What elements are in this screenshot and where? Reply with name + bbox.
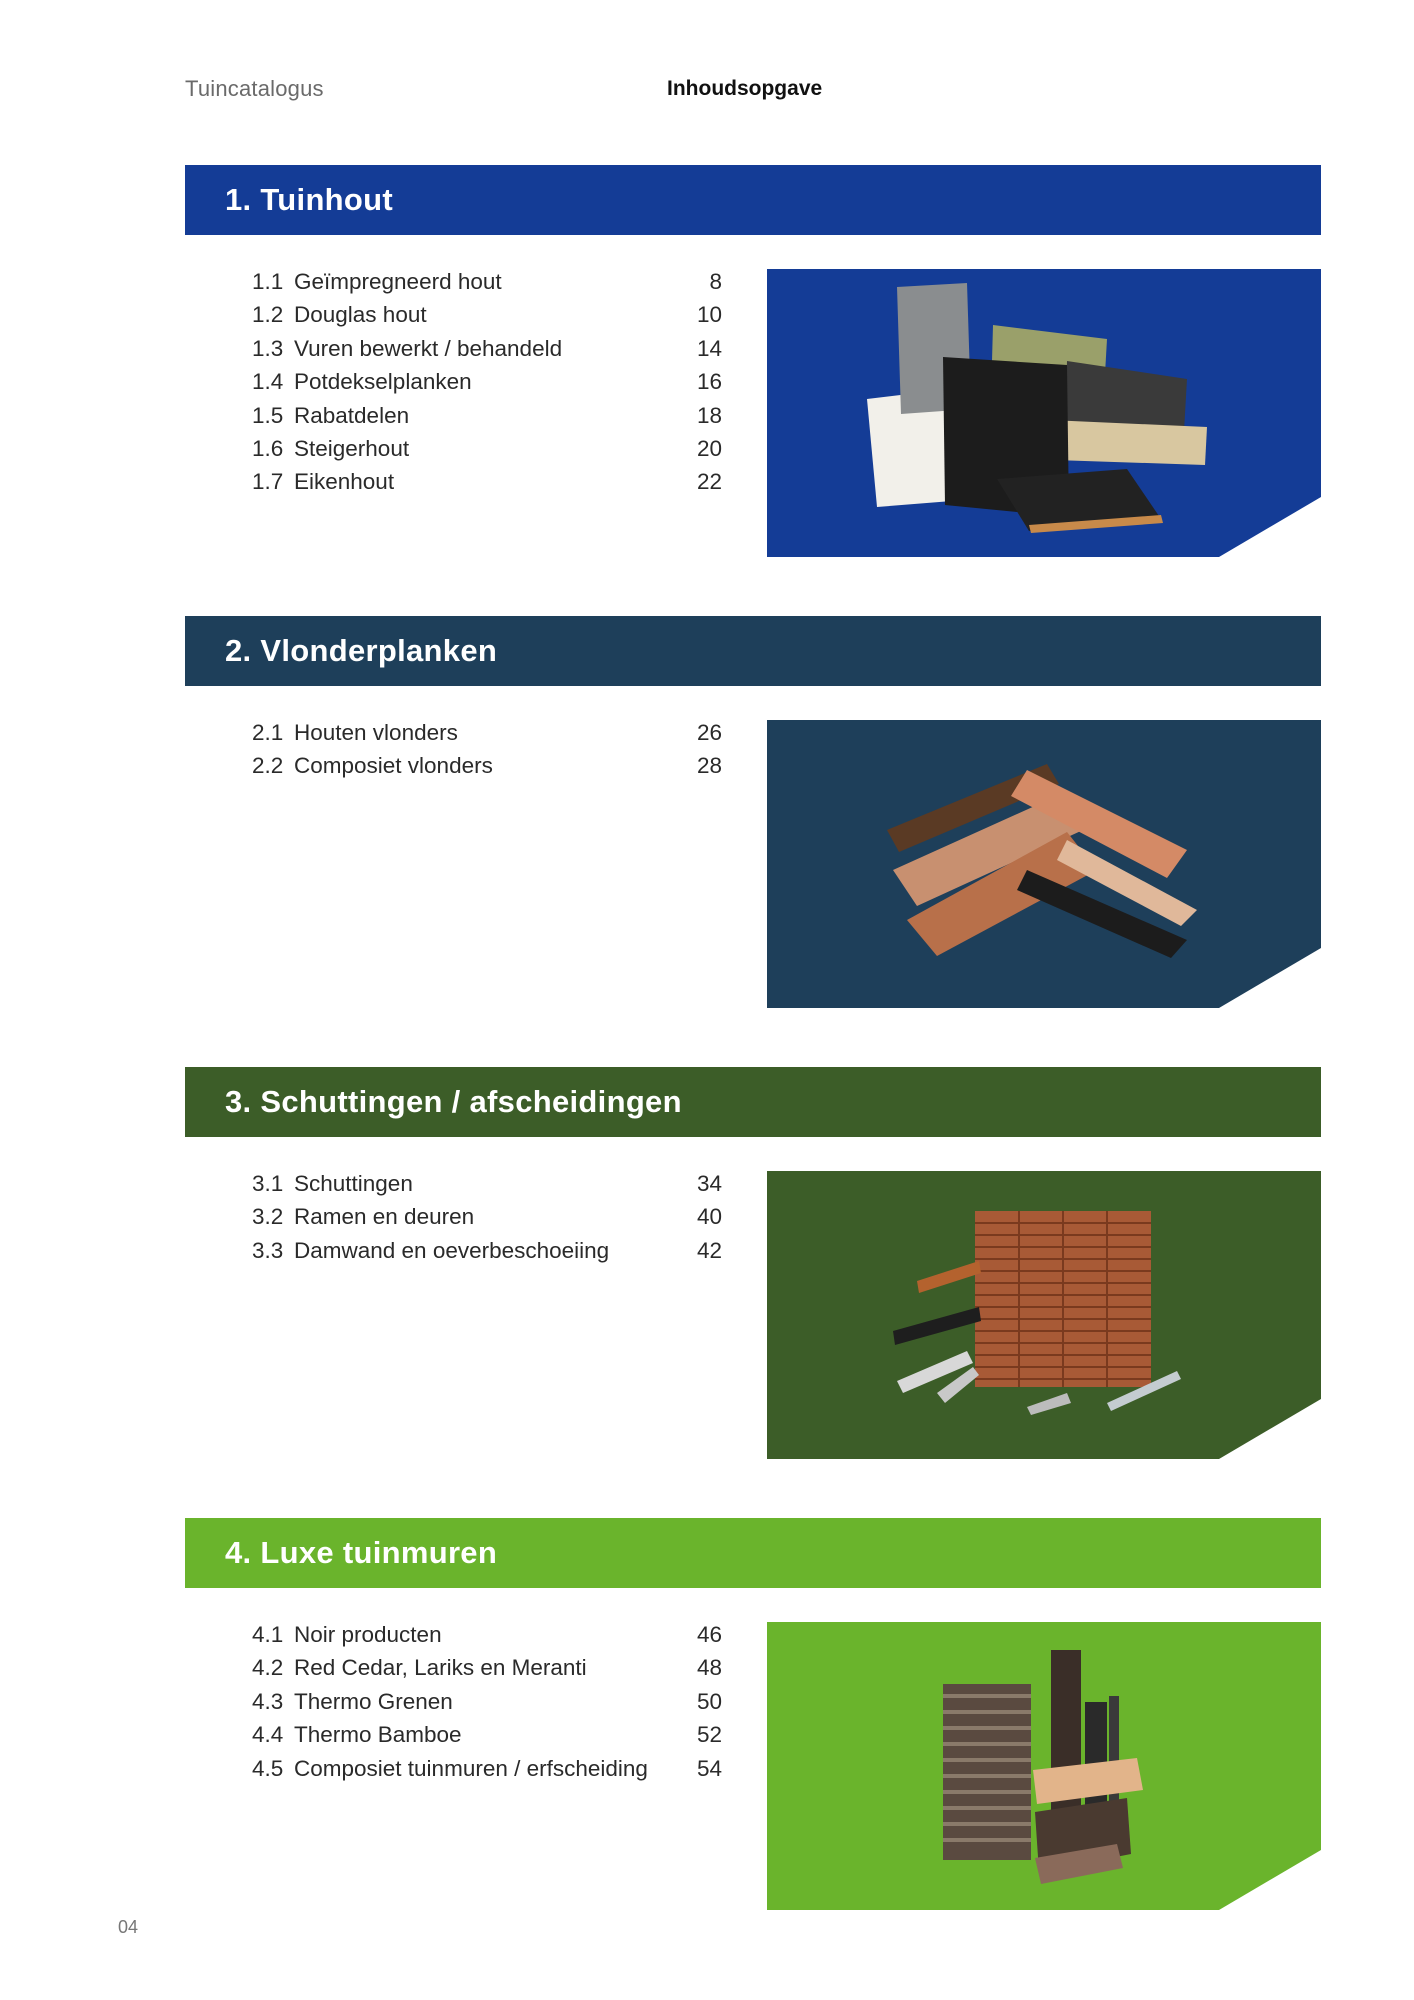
toc-item[interactable] — [252, 269, 722, 302]
toc-label: Steigerhout — [294, 435, 410, 461]
section-header-bar — [185, 165, 1321, 235]
toc-number: 3.1 — [252, 1171, 284, 1196]
toc-page: 54 — [696, 1755, 722, 1781]
toc-page: 28 — [696, 753, 722, 779]
garden-wall-photo — [767, 1622, 1321, 1910]
toc-page: 34 — [696, 1171, 722, 1196]
toc-number: 4.4 — [252, 1722, 284, 1748]
toc-number: 1.3 — [252, 335, 284, 361]
toc-number: 2.2 — [252, 753, 284, 779]
toc-item[interactable] — [252, 1622, 722, 1655]
toc-number: 3.2 — [252, 1204, 284, 1230]
toc-label: Composiet tuinmuren / erfscheiding — [294, 1755, 648, 1781]
page-title: Inhoudsopgave — [667, 77, 823, 100]
toc-page: 8 — [709, 269, 722, 294]
toc-item[interactable] — [252, 1689, 722, 1722]
toc-item[interactable] — [252, 469, 722, 502]
toc-label: Eikenhout — [294, 469, 395, 495]
toc-label: Douglas hout — [294, 302, 427, 328]
toc-page: 46 — [696, 1622, 722, 1647]
section-title: 2. Vlonderplanken — [225, 633, 498, 668]
toc-number: 2.1 — [252, 720, 284, 745]
toc-label: Composiet vlonders — [294, 753, 493, 779]
toc-page: 42 — [696, 1237, 722, 1263]
toc-page: 50 — [696, 1688, 722, 1714]
section-luxe-tuinmuren — [185, 1518, 1321, 1938]
toc-number: 1.6 — [252, 435, 284, 461]
toc-item[interactable] — [252, 1171, 722, 1204]
toc-label: Houten vlonders — [294, 720, 458, 745]
section-title: 4. Luxe tuinmuren — [225, 1535, 498, 1570]
section-title: 3. Schuttingen / afscheidingen — [225, 1084, 682, 1119]
toc-number: 4.3 — [252, 1688, 284, 1714]
toc-number: 1.2 — [252, 302, 284, 328]
toc-label: Potdekselplanken — [294, 369, 472, 395]
toc-number: 1.7 — [252, 469, 284, 495]
toc-page: 52 — [696, 1722, 722, 1748]
toc-label: Noir producten — [294, 1622, 442, 1647]
toc-number: 4.2 — [252, 1655, 284, 1681]
toc-label: Vuren bewerkt / behandeld — [294, 335, 563, 361]
toc-label: Schuttingen — [294, 1171, 413, 1196]
toc-label: Thermo Bamboe — [294, 1722, 462, 1748]
section-header-bar — [185, 616, 1321, 686]
toc-number: 1.1 — [252, 269, 284, 294]
decking-boards-photo — [767, 720, 1321, 1008]
toc-label: Rabatdelen — [294, 402, 410, 428]
toc-item[interactable] — [252, 336, 722, 369]
toc-list — [252, 1622, 722, 1789]
toc-page: 40 — [696, 1204, 722, 1230]
catalog-name: Tuincatalogus — [185, 76, 324, 101]
toc-label: Damwand en oeverbeschoeiing — [294, 1237, 610, 1263]
toc-item[interactable] — [252, 1756, 722, 1789]
wood-planks-photo — [767, 269, 1321, 557]
toc-number: 4.1 — [252, 1622, 284, 1647]
toc-label: Red Cedar, Lariks en Meranti — [294, 1655, 587, 1681]
toc-item[interactable] — [252, 369, 722, 402]
toc-list — [252, 720, 722, 787]
toc-page: 22 — [696, 469, 722, 495]
section-header-bar — [185, 1518, 1321, 1588]
toc-page: 16 — [696, 369, 722, 395]
section-vlonderplanken — [185, 616, 1321, 1036]
toc-item[interactable] — [252, 302, 722, 335]
section-schuttingen — [185, 1067, 1321, 1487]
page-number: 04 — [118, 1917, 139, 1937]
toc-number: 3.3 — [252, 1237, 284, 1263]
section-title: 1. Tuinhout — [225, 182, 394, 217]
section-header-bar — [185, 1067, 1321, 1137]
toc-item[interactable] — [252, 1655, 722, 1688]
toc-number: 4.5 — [252, 1755, 284, 1781]
section-tuinhout — [185, 165, 1321, 585]
toc-list — [252, 269, 722, 503]
fence-panel-photo — [767, 1171, 1321, 1459]
toc-page: 20 — [696, 435, 722, 461]
toc-label: Ramen en deuren — [294, 1204, 475, 1230]
toc-item[interactable] — [252, 1238, 722, 1271]
toc-page: 18 — [696, 402, 722, 428]
toc-label: Thermo Grenen — [294, 1688, 453, 1714]
toc-item[interactable] — [252, 720, 722, 753]
toc-item[interactable] — [252, 403, 722, 436]
toc-page: 26 — [696, 720, 722, 745]
toc-item[interactable] — [252, 753, 722, 786]
toc-item[interactable] — [252, 436, 722, 469]
toc-page: 10 — [696, 302, 722, 328]
toc-list — [252, 1171, 722, 1271]
toc-label: Geïmpregneerd hout — [294, 269, 502, 294]
toc-number: 1.5 — [252, 402, 284, 428]
toc-number: 1.4 — [252, 369, 284, 395]
toc-page: 14 — [696, 335, 722, 361]
toc-page: 48 — [696, 1655, 722, 1681]
toc-item[interactable] — [252, 1204, 722, 1237]
toc-item[interactable] — [252, 1722, 722, 1755]
